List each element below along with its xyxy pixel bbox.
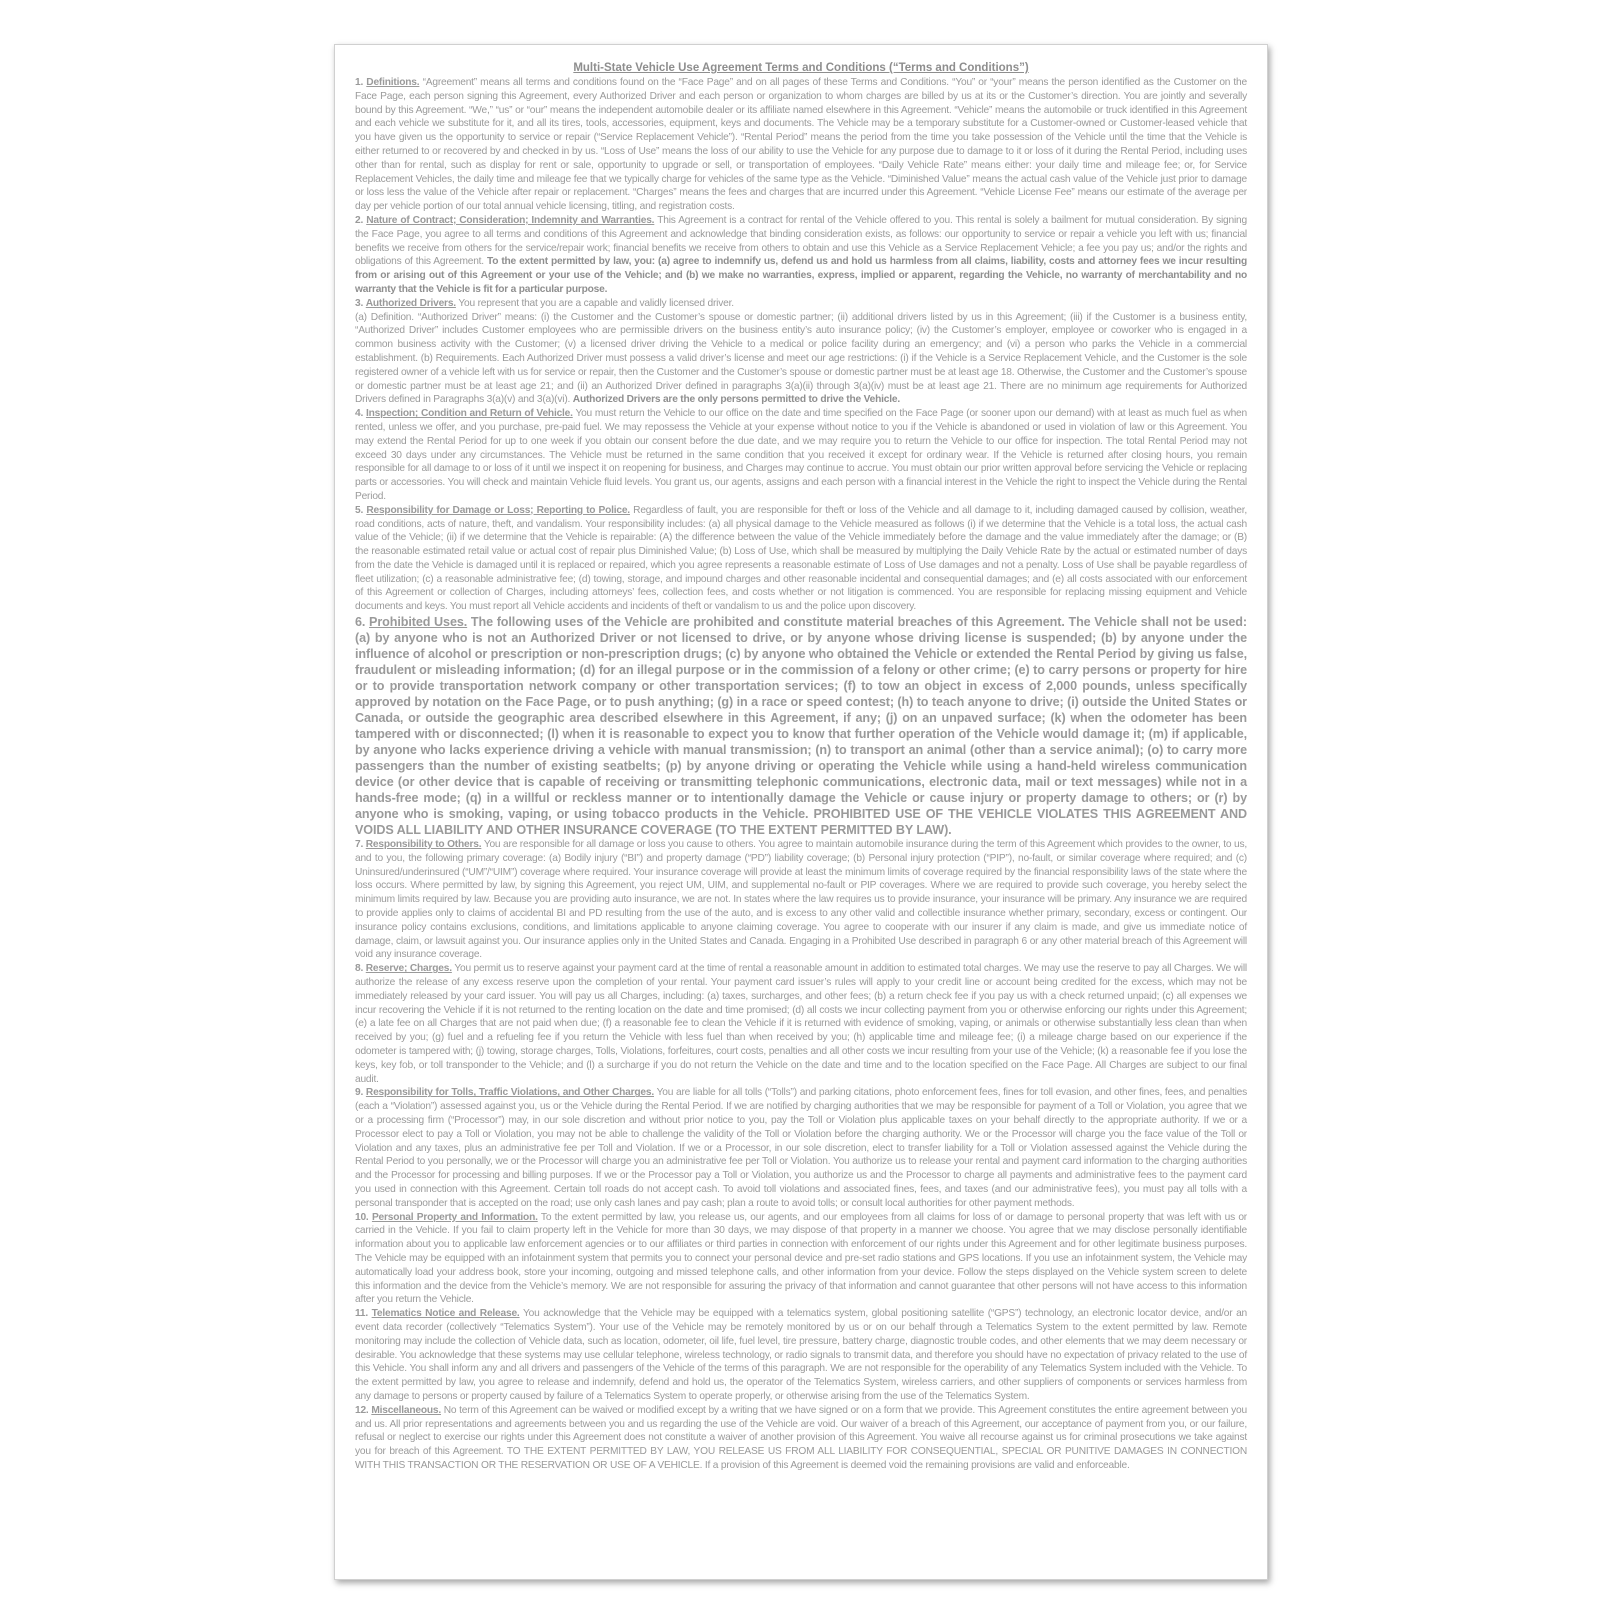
section-6	[355, 504, 1247, 614]
sections-container	[355, 76, 1247, 1473]
section-number: 11.	[355, 1308, 368, 1320]
section-text: “Agreement” means all terms and conditions found on the “Face Page” and on all pages of these Terms and Conditions. “You” or “your” means the person identified as the Customer on the Face Page, each person signing this Agreement, every Authorized Driver and each person or organization to whom charges are billed by us at its or the Customer’s direction. You are jointly and severally bound by this Agreement. “We,” “us” or “our” means the independent automobile dealer or its affiliate named elsewhere in this Agreement. “Vehicle” means the automobile or truck identified in this Agreement and each vehicle we substitute for it, and all its tires, tools, accessories, equipment, keys and documents. The Vehicle may be a temporary substitute for a Customer-owned or Customer-leased vehicle that you have given us the opportunity to service or repair (“Service Replacement Vehicle”). “Rental Period” means the period from the time you take possession of the Vehicle until the time that the Vehicle is either returned to or recovered by and checked in by us. “Loss of Use” means the loss of our ability to use the Vehicle for any purpose due to damage to it or loss of it during the Rental Period, including uses other than for rental, such as display for rent or sale, opportunity to upgrade or sell, or transportation of employees. “Daily Vehicle Rate” means either: your daily time and mileage fee; or, for Service Replacement Vehicles, the daily time and mileage fee that we typically charge for vehicles of the same type as the Vehicle. “Diminished Value” means the actual cash value of the Vehicle just prior to damage or loss less the value of the Vehicle after repair or replacement. “Charges” means the fees and charges that are incurred under this Agreement. “Vehicle License Fee” means our estimate of the average per day per vehicle portion of our total annual vehicle licensing, titling, and registration costs.	[355, 77, 1247, 213]
section-heading: Personal Property and Information.	[371, 1211, 538, 1223]
section-number: 9.	[355, 1087, 364, 1099]
section-12	[355, 1307, 1247, 1404]
section-9	[355, 962, 1247, 1086]
section-heading: Responsibility for Damage or Loss; Reporting to Police.	[366, 504, 630, 516]
section-8	[355, 838, 1247, 962]
section-number: 7.	[355, 839, 364, 851]
document-page	[334, 44, 1268, 1580]
section-number: 6.	[355, 615, 366, 630]
section-heading: Inspection; Condition and Return of Vehicle.	[365, 408, 573, 420]
section-number: 10.	[355, 1211, 369, 1223]
section-text: The following uses of the Vehicle are prohibited and constitute material breaches of this Agreement. The Vehicle shall not be used: (a) by anyone who is not an Authorized Driver or not licensed to drive, or by anyone whose driving license is suspended; (b) by anyone under the influence of alcohol or prescription or non-prescription drugs; (c) by anyone who obtained the Vehicle or extended the Rental Period by giving us false, fraudulent or misleading information; (d) for an illegal purpose or in the commission of a felony or other crime; (e) to carry persons or property for hire or to provide transportation network company or other transportation services; (f) to tow an object in excess of 2,000 pounds, unless specifically approved by notation on the Face Page, or to push anything; (g) in a race or speed contest; (h) to teach anyone to drive; (i) outside the United States or Canada, or outside the geographic area described elsewhere in this Agreement, if any; (j) on an unpaved surface; (k) when the odometer has been tampered with or disconnected; (l) when it is reasonable to expect you to know that further operation of the Vehicle would damage it; (m) if applicable, by anyone who lacks experience driving a vehicle with manual transmission; (n) to transport an animal (other than a service animal); (o) to carry more passengers than the number of existing seatbelts; (p) by anyone driving or operating the Vehicle while using a hand-held wireless communication device (or other device that is capable of receiving or transmitting telephonic communications, electronic data, mail or text messages) while not in a hands-free mode; (q) in a willful or reckless manner or to intentionally damage the Vehicle or cause injury or property damage to others; or (r) by anyone who is smoking, vaping, or using tobacco products in the Vehicle. PROHIBITED USE OF THE VEHICLE VIOLATES THIS AGREEMENT AND VOIDS ALL LIABILITY AND OTHER INSURANCE COVERAGE (TO THE EXTENT PERMITTED BY LAW).	[355, 615, 1247, 838]
section-number: 3.	[355, 297, 364, 309]
section-heading: Responsibility for Tolls, Traffic Violations, and Other Charges.	[365, 1087, 654, 1099]
section-number: 5.	[355, 504, 364, 516]
section-text: You represent that you are a capable and validly licensed driver.	[458, 297, 734, 309]
section-text: No term of this Agreement can be waived or modified except by a writing that we have signed or on a form that we provide. This Agreement constitutes the entire agreement between you and us. All prior representations and agreements between you and us regarding the use of the Vehicle are void. Our waiver of a breach of this Agreement, our acceptance of payment from you, or our failure, refusal or neglect to exercise our rights under this Agreement does not constitute a waiver of another provision of this Agreement. You waive all recourse against us for criminal prosecutions we take against you for breach of this Agreement. TO THE EXTENT PERMITTED BY LAW, YOU RELEASE US FROM ALL LIABILITY FOR CONSEQUENTIAL, SPECIAL OR PUNITIVE DAMAGES IN CONNECTION WITH THIS TRANSACTION OR THE RESERVATION OR USE OF A VEHICLE. If a provision of this Agreement is deemed void the remaining provisions are valid and enforceable.	[355, 1404, 1247, 1471]
section-7	[355, 614, 1247, 838]
section-text: You must return the Vehicle to our office on the date and time specified on the Face Page (or sooner upon our demand) with at least as much fuel as when rented, unless we offer, and you purchase, pre-paid fuel. We may repossess the Vehicle at your expense without notice to you if the Vehicle is abandoned or used in violation of law or this Agreement. You may extend the Rental Period for up to one week if you obtain our consent before the due date, and we may require you to return the Vehicle to our office for inspection. The total Rental Period may not exceed 30 days under any circumstances. The Vehicle must be returned in the same condition that you received it except for ordinary wear. If the Vehicle is returned after closing hours, you remain responsible for all damage to or loss of it until we inspect it on reopening for business, and Charges may continue to accrue. You must obtain our prior written approval before servicing the Vehicle or replacing parts or accessories. You will check and maintain Vehicle fluid levels. You grant us, our agents, assigns and each person with a financial interest in the Vehicle the right to inspect the Vehicle during the Rental Period.	[355, 408, 1247, 502]
section-4	[355, 311, 1247, 408]
section-heading: Nature of Contract; Consideration; Indemnity and Warranties.	[366, 214, 655, 226]
section-number: 8.	[355, 963, 364, 975]
section-number: 12.	[355, 1404, 369, 1416]
section-bold-text: Authorized Drivers are the only persons permitted to drive the Vehicle.	[572, 394, 900, 406]
section-3	[355, 297, 1247, 311]
section-10	[355, 1086, 1247, 1210]
section-text: You are responsible for all damage or loss you cause to others. You agree to maintain automobile insurance during the term of this Agreement which provides to the owner, to us, and to you, the following primary coverage: (a) Bodily injury (“BI”) and property damage (“PD”) liability coverage; (b) Personal injury protection (“PIP”), no-fault, or similar coverage where required; and (c) Uninsured/underinsured (“UM”/“UIM”) coverage where required. Your insurance coverage will provide at least the minimum limits of coverage required by the financial responsibility laws of the state where the loss occurs. Where permitted by law, by signing this Agreement, you reject UM, UIM, and supplemental no-fault or PIP coverages. Where we are required to provide such coverage, you hereby select the minimum limits required by law. Because you are providing auto insurance, we are not. In states where the law requires us to provide insurance, your insurance will be primary. Any insurance we are required to provide applies only to claims of accidental BI and PD resulting from the use of the auto, and is excess to any other valid and collectible insurance whether primary, secondary, excess or contingent. Our insurance policy contains exclusions, conditions, and limitations applicable to anyone claiming coverage. You agree to cooperate with our insurer if any claim is made, and give us immediate notice of damage, claim, or lawsuit against you. Our insurance applies only in the United States and Canada. Engaging in a Prohibited Use described in paragraph 6 or any other material breach of this Agreement will void any insurance coverage.	[355, 839, 1247, 961]
section-text: You permit us to reserve against your payment card at the time of rental a reasonable amount in addition to estimated total charges. We may use the reserve to pay all Charges. We will authorize the release of any excess reserve upon the completion of your rental. Your payment card issuer’s rules will apply to your credit line or account being credited for the excess, which may not be immediately released by your card issuer. You will pay us all Charges, including: (a) taxes, surcharges, and other fees; (b) a return check fee if you pay us with a check returned unpaid; (c) all expenses we incur recovering the Vehicle if it is not returned to the renting location on the date and time promised; (d) all costs we incur collecting payment from you or otherwise enforcing our rights under this Agreement; (e) a late fee on all Charges that are not paid when due; (f) a reasonable fee to clean the Vehicle if it is returned with evidence of smoking, vaping, or animals or otherwise substantially less clean than when received by you; (g) fuel and a refueling fee if you return the Vehicle with less fuel than when received by you; (h) applicable time and mileage fee; (i) a mileage charge based on our experience if the odometer is tampered with; (j) towing, storage charges, Tolls, Violations, forfeitures, court costs, penalties and all other costs we incur resulting from your use of the Vehicle; (k) a reasonable fee if you lose the keys, key fob, or toll transponder to the Vehicle; and (l) a surcharge if you do not return the Vehicle on the date and time and to the location specified on the Face Page. All Charges are subject to our final audit.	[355, 963, 1247, 1085]
section-heading: Definitions.	[366, 77, 420, 88]
document-title: Multi-State Vehicle Use Agreement Terms and Conditions (“Terms and Conditions”)	[573, 62, 1029, 74]
section-text: This Agreement is a contract for rental of the Vehicle offered to you. This rental is solely a bailment for mutual consideration. By signing the Face Page, you agree to all terms and conditions of this Agreement and acknowledge that binding consideration exists, as follows: our opportunity to service or repair a vehicle you left with us; financial benefits we receive from others for the service/repair work; financial benefits we receive from others to obtain and use this Vehicle as a Service Replacement Vehicle; a fee you pay us; and/or the rights and obligations of this Agreement.	[355, 214, 1247, 268]
section-number: 2.	[355, 214, 364, 226]
section-bold-text: To the extent permitted by law, you: (a) agree to indemnify us, defend us and hold us harmless from all claims, liability, costs and attorney fees we incur resulting from or arising out of this Agreement or your use of the Vehicle; and (b) we make no warranties, express, implied or apparent, regarding the Vehicle, no warranty of merchantability and no warranty that the Vehicle is fit for a particular purpose.	[355, 256, 1247, 295]
section-2	[355, 214, 1247, 297]
section-5	[355, 407, 1247, 504]
section-13	[355, 1404, 1247, 1473]
section-heading: Miscellaneous.	[371, 1404, 441, 1416]
section-heading: Reserve; Charges.	[365, 963, 452, 975]
section-heading: Responsibility to Others.	[365, 839, 482, 851]
section-heading: Prohibited Uses.	[369, 615, 468, 630]
section-text: You are liable for all tolls (“Tolls”) and parking citations, photo enforcement fees, fines for toll evasion, and other fines, fees, and penalties (each a “Violation”) assessed against you, us or the Vehicle during the Rental Period. If we are notified by charging authorities that we may be responsible for payment of a Toll or Violation, you agree that we or a processing firm (“Processor”) may, in our sole discretion and without prior notice to you, pay the Toll or Violation plus applicable taxes on your behalf directly to the appropriate authority. If we or a Processor elect to pay a Toll or Violation, you may not be able to challenge the validity of the Toll or Violation before the charging authority. We or the Processor will charge you the face value of the Toll or Violation and any taxes, plus an administrative fee per Toll and Violation. If we or a Processor, in our sole discretion, elect to transfer liability for a Toll or Violation assessed against the Vehicle during the Rental Period to you personally, we or the Processor will charge you an administrative fee per Toll or Violation. You authorize us to release your rental and payment card information to the charging authorities and the Processor for processing and billing purposes. If we or the Processor pay a Toll or Violation, you authorize us and the Processor to charge all payments and administrative fees to the payment card you used in connection with this Agreement. Certain toll roads do not accept cash. To avoid toll violations and associated fines, fees, and taxes (and our administrative fees), you must pay all tolls with a personal transponder that is accepted on the road; use only cash lanes and pay cash; plan a route to avoid tolls; or consult local authorities for other payment methods.	[355, 1087, 1247, 1209]
section-heading: Telematics Notice and Release.	[371, 1308, 520, 1320]
section-number: 4.	[355, 408, 364, 420]
section-text: (a) Definition. “Authorized Driver” means: (i) the Customer and the Customer’s spouse or domestic partner; (ii) additional drivers listed by us in this Agreement; (iii) if the Customer is a business entity, “Authorized Driver” includes Customer employees who are permissible drivers on the business entity’s auto insurance policy; (iv) the Customer’s employer, employee or coworker who is engaged in a common business activity with the Customer; (v) a licensed driver driving the Vehicle to a medical or police facility during an emergency; and (vi) a person who parks the Vehicle in a commercial establishment. (b) Requirements. Each Authorized Driver must possess a valid driver’s license and meet our age restrictions: (i) if the Vehicle is a Service Replacement Vehicle, and the Customer is the sole registered owner of a vehicle left with us for service or repair, then the Customer and the Customer’s spouse or domestic partner must be at least age 18. Otherwise, the Customer and the Customer’s spouse or domestic partner must be at least age 21; and (ii) an Authorized Driver defined in paragraphs 3(a)(ii) through 3(a)(iv) must be at least age 21. There are no minimum age requirements for Authorized Drivers defined in Paragraphs 3(a)(v) and 3(a)(vi).	[355, 311, 1247, 406]
section-text: You acknowledge that the Vehicle may be equipped with a telematics system, global positioning satellite (“GPS”) technology, an electronic locator device, and/or an event data recorder (collectively “Telematics System”). Your use of the Vehicle may be remotely monitored by us or on our behalf through a Telematics System to the extent permitted by law. Remote monitoring may include the collection of Vehicle data, such as location, odometer, oil life, fuel level, tire pressure, battery charge, diagnostic trouble codes, and other elements that we may deem necessary or desirable. You acknowledge that these systems may use cellular telephone, wireless technology, or radio signals to transmit data, and therefore you should have no expectation of privacy related to the use of this Vehicle. You shall inform any and all drivers and passengers of the Vehicle of the terms of this paragraph. We are not responsible for the operability of any Telematics System included with the Vehicle. To the extent permitted by law, you agree to release and indemnify, defend and hold us, the operator of the Telematics System, wireless carriers, and other suppliers of components or services harmless from any damage to persons or property caused by failure of a Telematics System to operate properly, or otherwise arising from the use of the Telematics System.	[355, 1308, 1248, 1402]
section-text: Regardless of fault, you are responsible for theft or loss of the Vehicle and all damage to it, including damaged caused by collision, weather, road conditions, acts of nature, theft, and vandalism. Your responsibility includes: (a) all physical damage to the Vehicle measured as follows (i) if we determine that the Vehicle is a total loss, the actual cash value of the Vehicle; (ii) if we determine that the Vehicle is repairable: (A) the difference between the value of the Vehicle immediately before the damage and the value immediately after the damage; or (B) the reasonable estimated retail value or actual cost of repair plus Diminished Value; (b) Loss of Use, which shall be measured by multiplying the Daily Vehicle Rate by the actual or estimated number of days from the date the Vehicle is damaged until it is replaced or repaired, which you agree represents a reasonable estimate of Loss of Use damages and not a penalty. Loss of Use shall be payable regardless of fleet utilization; (c) a reasonable administrative fee; (d) towing, storage, and impound charges and other reasonable incidental and consequential damages; and (e) all costs associated with our enforcement of this Agreement or collection of Charges, including attorneys’ fees, collection fees, and costs whether or not litigation is commenced. You are responsible for replacing missing equipment and Vehicle documents and keys. You must report all Vehicle accidents and incidents of theft or vandalism to us and the police upon discovery.	[355, 504, 1247, 613]
section-11	[355, 1211, 1247, 1308]
section-heading: Authorized Drivers.	[365, 297, 456, 309]
section-text: To the extent permitted by law, you release us, our agents, and our employees from all claims for loss of or damage to personal property that was left with us or carried in the Vehicle. If you fail to claim property left in the Vehicle for more than 30 days, we may dispose of that property in a manner we choose. You agree that we may disclose personally identifiable information about you to applicable law enforcement agencies or to our affiliates or third parties in connection with enforcement of our rights under this Agreement and for other legitimate business purposes. The Vehicle may be equipped with an infotainment system that permits you to connect your personal device and pre-set radio stations and GPS locations. If you use an infotainment system, the Vehicle may automatically load your address book, store your incoming, outgoing and missed telephone calls, and other information from your device. Follow the steps displayed on the Vehicle system screen to delete this information and the device from the Vehicle’s memory. We are not responsible for assuring the privacy of that information and cannot guarantee that other persons will not have access to this information after you return the Vehicle.	[355, 1211, 1247, 1306]
section-1	[355, 76, 1247, 214]
section-number: 1.	[355, 77, 364, 88]
